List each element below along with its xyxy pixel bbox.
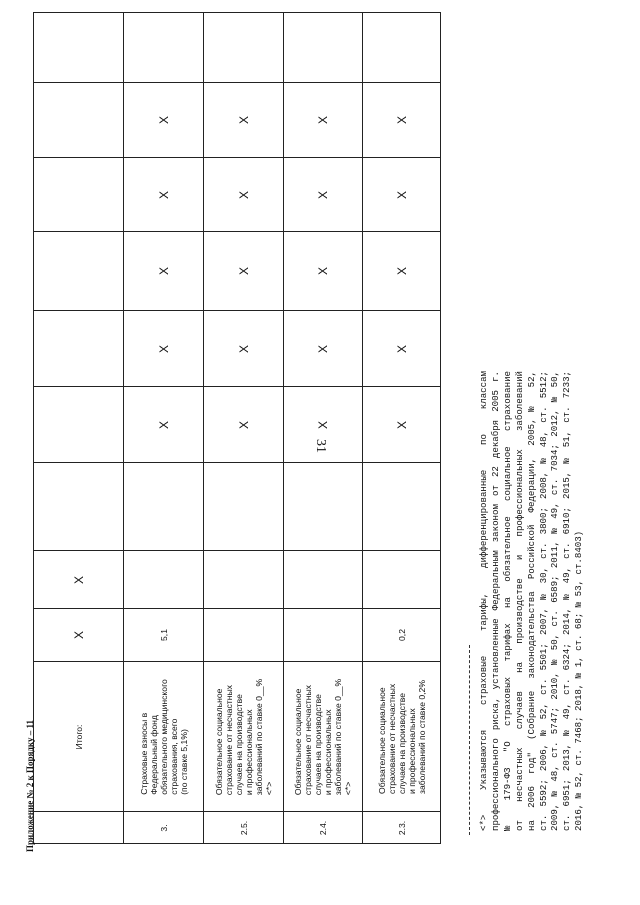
- page-number: 31: [313, 439, 328, 453]
- table-cell: [34, 551, 124, 609]
- cell-mark: X: [156, 115, 171, 125]
- cell-mark: X: [394, 190, 409, 199]
- row-name-line: случаев на производстве: [396, 692, 407, 794]
- cell-mark: X: [316, 420, 330, 429]
- row-name: [74, 724, 84, 749]
- table-cell-empty: [34, 232, 124, 311]
- cell-mark: X: [236, 115, 251, 125]
- table-cell: [284, 158, 363, 232]
- table-cell: [284, 311, 363, 387]
- footnote-line: на 2006 год" (Собрание законодательства Российской Федерации, 2005,№ 52,: [525, 371, 537, 831]
- table-cell: [284, 812, 363, 844]
- footnote-separator: [469, 645, 471, 835]
- row-name-line: Обязательное социальное: [293, 688, 303, 795]
- row-number: 3.: [158, 823, 169, 832]
- table-cell: [204, 311, 284, 387]
- table-cell: [284, 83, 363, 158]
- row-name-line: Обязательное социальное: [376, 686, 387, 794]
- row-name-line: Страховые взносы в: [138, 712, 149, 795]
- cell-mark: X: [394, 115, 409, 125]
- row-name-line: Обязательное социальное: [213, 688, 224, 795]
- table-band: [34, 311, 441, 387]
- footnote-line: ст. 6951; 2013, № 49, ст. 6324; 2014, № 49, ст. 6910; 2015, № 51, ст. 7233;: [561, 371, 573, 831]
- table-cell-empty: [363, 551, 441, 609]
- table-cell: [363, 609, 441, 662]
- footnote: [478, 371, 598, 831]
- table-cell: [34, 812, 124, 844]
- cell-mark: X: [394, 344, 409, 353]
- rate-cell: X: [71, 630, 86, 640]
- table-cell: [124, 311, 204, 387]
- row-name-line: страхование от несчастных: [303, 684, 313, 795]
- row-name-line: случаев на производстве: [233, 693, 244, 795]
- rate-cell: 5,1: [158, 629, 169, 641]
- table-band: [34, 551, 441, 609]
- table-cell: [124, 812, 204, 844]
- table-cell: [204, 232, 284, 311]
- row-name-line: заболеваний по ставке 0__%: [333, 678, 343, 795]
- table-cell-empty: [363, 13, 441, 83]
- page-footer: Приложение № 2 к Порядку – 11: [25, 720, 35, 853]
- table-cell: [124, 232, 204, 311]
- table-band: [34, 387, 441, 463]
- cell-mark: X: [394, 420, 409, 429]
- table-cell: [124, 158, 204, 232]
- table-cell: [363, 387, 441, 463]
- row-name: [214, 678, 274, 794]
- cell-mark: X: [316, 266, 330, 276]
- row-name-line: страхования, всего: [168, 718, 179, 795]
- table-cell-empty: [284, 463, 363, 551]
- footnote-line: ст. 5592; 2006, № 52, ст. 5501; 2007, № 30, ст. 3800; 2008, № 48, ст. 5512;: [537, 371, 549, 831]
- row-name-line: обязательного медицинского: [158, 678, 169, 795]
- table-cell: [363, 83, 441, 158]
- table-band: [34, 609, 441, 662]
- row-name-line: случаев на производстве: [313, 693, 323, 795]
- table-cell-empty: [34, 311, 124, 387]
- table-cell: [363, 812, 441, 844]
- cell-mark: X: [156, 420, 171, 429]
- cell-mark: X: [236, 190, 251, 199]
- table-cell: [34, 609, 124, 662]
- table-cell: [284, 609, 363, 662]
- row-name-line: (по ставке 5,1%): [178, 728, 189, 795]
- table-cell: [363, 662, 441, 812]
- row-name-line: страхование от несчастных: [223, 684, 234, 795]
- row-name: [139, 679, 189, 795]
- row-name-line: и профессиональных: [323, 708, 333, 795]
- table-cell-empty: [204, 463, 284, 551]
- table-cell: [204, 812, 284, 844]
- table-cell-empty: [34, 158, 124, 232]
- cell-mark: X: [236, 420, 251, 429]
- row-number: 2.3.: [396, 820, 407, 835]
- cell-mark: X: [316, 344, 330, 353]
- footnote-line: 2016, № 52, ст. 7468; 2018, № 1, ст. 68; № 53, ст.8403): [573, 530, 585, 831]
- row-number: 2.4.: [318, 820, 328, 835]
- table-band: [34, 662, 441, 812]
- table-cell-empty: [124, 551, 204, 609]
- table-cell: [363, 311, 441, 387]
- table-cell-empty: [204, 13, 284, 83]
- row-name: [377, 680, 427, 794]
- footnote-line: профессионального риска, установленные Федеральным законом от 22 декабря 2005 г.: [489, 371, 501, 831]
- footnote-line: от несчастных случаев на производстве и профессиональных заболеваний: [513, 371, 525, 831]
- footnote-line: 2009, № 48, ст. 5747; 2010, № 50, ст. 6589; 2011, № 49, ст. 7034; 2012, № 50,: [549, 371, 561, 831]
- cell-mark: X: [156, 190, 171, 199]
- table-cell: [124, 609, 204, 662]
- table-band: [34, 13, 441, 83]
- row-name-line: заболеваний по ставке 0,2%: [416, 679, 427, 794]
- row-name-line: <*>: [263, 781, 274, 795]
- footnote-line: № 179-ФЗ "О страховых тарифах на обязательное социальное страхование: [501, 371, 513, 831]
- table-band: [34, 812, 441, 844]
- cell-mark: X: [316, 190, 330, 199]
- table-band: [34, 83, 441, 158]
- row-name-line: Итого:: [73, 724, 84, 749]
- table-cell: [124, 83, 204, 158]
- table-cell: [204, 83, 284, 158]
- cell-mark: X: [316, 115, 330, 125]
- cell-mark: X: [394, 266, 409, 276]
- table-cell-empty: [284, 13, 363, 83]
- table-cell-empty: [34, 387, 124, 463]
- table-band: [34, 158, 441, 232]
- contributions-table: [33, 12, 441, 844]
- table-cell: [284, 387, 363, 463]
- table-cell-empty: [34, 463, 124, 551]
- rate-cell: 0,2: [396, 629, 407, 641]
- table-band: [34, 232, 441, 311]
- table-cell: [204, 387, 284, 463]
- table-cell: [34, 662, 124, 812]
- cell-mark: X: [71, 575, 86, 584]
- table-cell-empty: [34, 13, 124, 83]
- table-cell: [124, 387, 204, 463]
- table-cell: [204, 609, 284, 662]
- table-cell: [124, 662, 204, 812]
- row-name-line: заболеваний по ставке 0__%: [253, 678, 264, 795]
- table-cell: [284, 232, 363, 311]
- table-cell-empty: [204, 551, 284, 609]
- cell-mark: X: [236, 344, 251, 353]
- footnote-line: <*> Указываются страховые тарифы, дифференцированные по классам: [478, 371, 489, 831]
- row-name-line: Федеральный фонд: [148, 714, 159, 795]
- table-cell: [363, 158, 441, 232]
- table-cell: [284, 662, 363, 812]
- row-name: [293, 678, 353, 794]
- row-name-line: и профессиональных: [243, 708, 254, 795]
- row-name-line: страхование от несчастных: [386, 683, 397, 794]
- cell-mark: X: [156, 344, 171, 353]
- table-cell-empty: [34, 83, 124, 158]
- table-cell: [204, 158, 284, 232]
- table-cell-empty: [124, 463, 204, 551]
- cell-mark: X: [156, 266, 171, 276]
- table-cell: [363, 232, 441, 311]
- cell-mark: X: [236, 266, 251, 276]
- table-cell: [204, 662, 284, 812]
- table-cell-empty: [284, 551, 363, 609]
- row-number: 2.5.: [238, 820, 249, 835]
- table-band: [34, 463, 441, 551]
- row-name-line: <*>: [343, 781, 353, 795]
- table-cell-empty: [124, 13, 204, 83]
- row-name-line: и профессиональных: [406, 707, 417, 794]
- table-cell-empty: [363, 463, 441, 551]
